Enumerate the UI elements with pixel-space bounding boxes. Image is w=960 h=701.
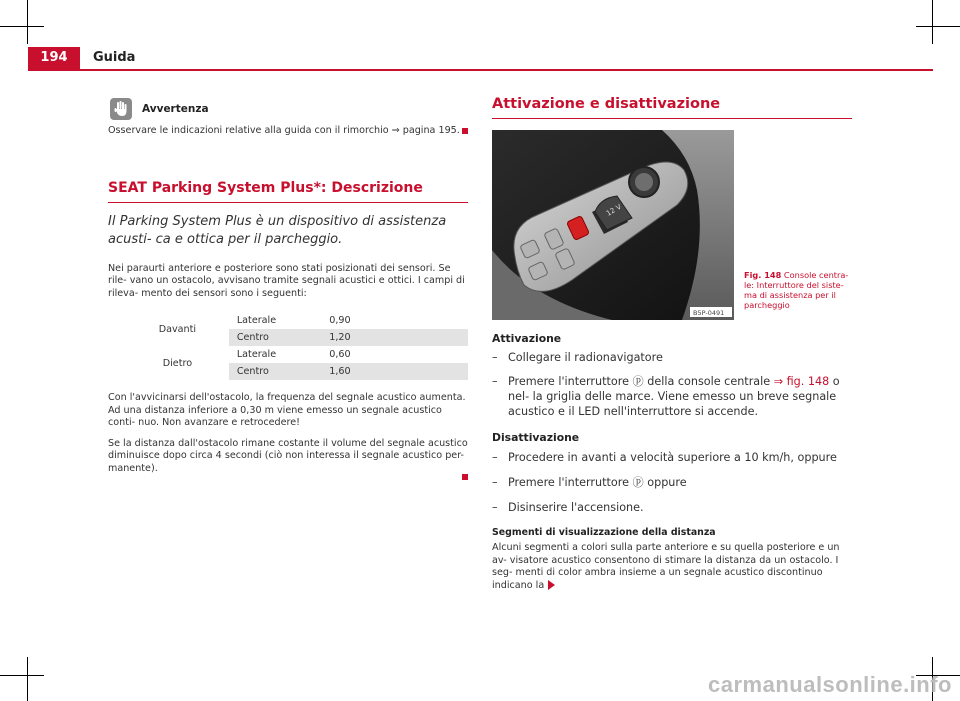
console-switch-illustration <box>492 130 734 320</box>
warning-title: Avvertenza <box>142 103 209 115</box>
table-row <box>126 346 468 363</box>
list-item: – Collegare il radionavigatore <box>492 351 663 364</box>
end-marker <box>462 474 468 480</box>
warning-body <box>108 122 468 138</box>
activation-block <box>492 332 852 592</box>
section-title-activation: Attivazione e disattivazione <box>492 96 721 112</box>
paragraph-sensors: Nei paraurti anteriore e posteriore sono stati posizionati dei sensori. Se rile- vano un ostacolo, avvisano tramite segnali acustici e ottici. I campi di rileva- mento dei sensori sono i seguenti: <box>108 262 465 299</box>
list-item: – Premere l'interruttore ⓟ della console centrale ⇒ fig. 148 o nel- la griglia delle marce. Viene emesso un breve segnale acustico e il LED nell'interruttore si accende. <box>492 374 852 419</box>
paragraph-volume: Se la distanza dall'ostacolo rimane costante il volume del segnale acustico diminuisce dopo circa 4 secondi (ciò non interessa il segnale acustico per- manente). <box>108 437 468 474</box>
list-item: – Disinserire l'accensione. <box>492 501 644 514</box>
right-column <box>492 96 852 119</box>
crop-mark <box>0 675 44 676</box>
crop-mark <box>27 0 28 44</box>
crop-mark <box>27 657 28 701</box>
warning-text: Osservare le indicazioni relative alla guida con il rimorchio ⇒ pagina 195. <box>108 125 460 136</box>
page-number: 194 <box>28 47 80 69</box>
end-marker <box>462 128 468 134</box>
left-column <box>108 96 468 484</box>
table-cell-value: 0,90 <box>329 315 351 326</box>
table-row <box>126 312 468 329</box>
end-marker-row <box>108 465 468 484</box>
activation-item-2: Premere l'interruttore ⓟ della console centrale ⇒ fig. 148 o nel- la griglia delle marce. Viene emesso un breve segnale acustico e il LED nell'interruttore si accende. <box>508 375 840 418</box>
chapter-title: Guida <box>93 50 136 65</box>
section-rule <box>492 118 852 119</box>
lead-paragraph: Il Parking System Plus è un dispositivo di assistenza acusti- ca e ottica per il parcheggio. <box>108 213 447 247</box>
section-title-description: SEAT Parking System Plus*: Descrizione <box>108 179 423 196</box>
table-cell-value: 0,60 <box>329 349 351 360</box>
figure-caption-ref: Fig. 148 <box>744 270 782 280</box>
header-rule <box>28 69 933 71</box>
list-item: – Procedere in avanti a velocità superiore a 10 km/h, oppure <box>492 451 837 464</box>
paragraph-frequency: Con l'avvicinarsi dell'ostacolo, la frequenza del segnale acustico aumenta. Ad una distanza inferiore a 0,30 m viene emesso un segnale acustico conti- nuo. Non avanzare e retrocedere! <box>108 392 466 428</box>
figure-caption-text: Console centra- le: Interruttore del siste- ma di assistenza per il parcheggio <box>744 270 849 310</box>
crop-mark <box>0 26 44 27</box>
warning-hand-icon <box>110 98 132 120</box>
figure-link[interactable]: ⇒ fig. 148 <box>773 375 830 388</box>
crop-mark <box>932 0 933 44</box>
table-cell-side: Centro <box>229 363 321 380</box>
activation-item-1: Collegare il radionavigatore <box>508 351 663 364</box>
sensor-range-table <box>126 312 468 380</box>
section-rule <box>108 202 468 203</box>
activation-title: Attivazione <box>492 332 562 345</box>
table-cell-side: Centro <box>229 329 321 346</box>
figure-caption <box>744 270 854 310</box>
list-item: – Premere l'interruttore ⓟ oppure <box>492 476 687 489</box>
figure-code: B5P-0491 <box>693 309 725 317</box>
segments-title: Segmenti di visualizzazione della distanza <box>492 527 716 538</box>
table-cell-side: Laterale <box>236 315 277 326</box>
deactivation-title: Disattivazione <box>492 431 580 444</box>
segments-text: Alcuni segmenti a colori sulla parte anteriore e su quella posteriore e un av- visatore acustico consentono di stimare la distanza da un ostacolo. I seg- menti di color ambra insieme a un segnale acustico discontinuo indicano la <box>492 542 840 591</box>
deactivation-item-2: Premere l'interruttore ⓟ oppure <box>508 476 687 489</box>
crop-mark <box>916 26 960 27</box>
section-description <box>108 180 468 485</box>
watermark: carmanualsonline.info <box>708 672 952 697</box>
warning-header <box>108 96 468 122</box>
socket-label: 12 V <box>605 202 623 218</box>
console-figure <box>492 130 734 320</box>
continue-arrow-icon <box>548 580 555 590</box>
table-cell-value: 1,60 <box>321 363 468 380</box>
deactivation-item-1: Procedere in avanti a velocità superiore a 10 km/h, oppure <box>508 451 837 464</box>
deactivation-item-3: Disinserire l'accensione. <box>508 501 644 514</box>
table-cell-position: Davanti <box>158 323 197 335</box>
table-cell-side: Laterale <box>236 349 277 360</box>
table-cell-position: Dietro <box>162 357 193 369</box>
table-cell-value: 1,20 <box>321 329 468 346</box>
